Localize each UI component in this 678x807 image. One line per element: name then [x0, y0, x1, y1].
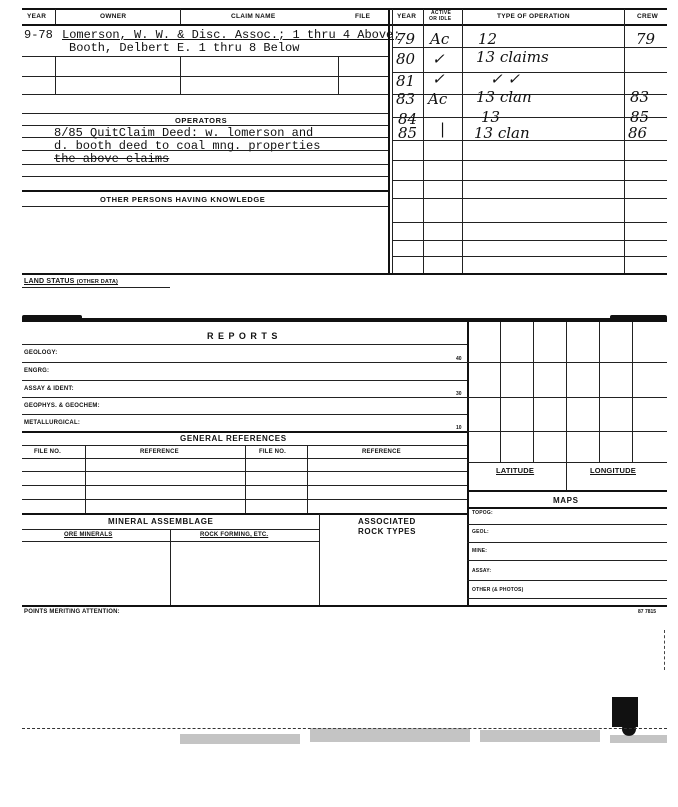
header-crew: CREW — [637, 13, 659, 20]
land-status-sub: (OTHER DATA) — [76, 279, 119, 285]
log-crew-1: 79 — [636, 30, 656, 48]
header-file: FILE — [355, 13, 371, 20]
owner-line-2: Booth, Delbert E. 1 thru 8 Below — [69, 41, 300, 55]
log-type-2: 13 claims — [476, 48, 549, 66]
map-mine: MINE: — [472, 548, 488, 554]
ref-col-reference-1: REFERENCE — [140, 449, 179, 455]
land-status-label — [24, 278, 118, 285]
header-claim-name: CLAIM NAME — [231, 13, 276, 20]
log-type-1: 12 — [478, 30, 498, 48]
header-type-of-operation: TYPE OF OPERATION — [497, 13, 570, 20]
other-persons-heading: OTHER PERSONS HAVING KNOWLEDGE — [100, 195, 266, 204]
map-assay: ASSAY: — [472, 568, 492, 574]
header-or-idle: OR IDLE — [429, 16, 452, 22]
map-geol: GEOL: — [472, 529, 489, 535]
general-references-heading: GENERAL REFERENCES — [180, 434, 287, 443]
log-crew-4: 83 — [630, 88, 650, 106]
land-status-text: LAND STATUS — [24, 278, 75, 285]
maps-heading: MAPS — [553, 496, 579, 505]
log-active-3: ✓ — [432, 70, 445, 88]
report-geology: GEOLOGY: — [24, 350, 58, 356]
log-year-1: 79 — [396, 30, 416, 48]
latitude-label: LATITUDE — [496, 466, 535, 475]
header-owner: OWNER — [100, 13, 127, 20]
log-active-4: Ac — [428, 90, 448, 108]
owner-year: 9-78 — [24, 28, 53, 42]
ref-col-file-no-2: FILE NO. — [259, 449, 286, 455]
header-active: ACTIVE — [431, 10, 452, 16]
log-year-3: 81 — [396, 72, 416, 90]
operators-heading: OPERATORS — [175, 116, 228, 125]
log-year-4: 83 — [396, 90, 416, 108]
report-assay-num: 30 — [456, 391, 462, 397]
log-year-6: 85 — [398, 124, 418, 142]
ref-col-reference-2: REFERENCE — [362, 449, 401, 455]
map-topog: TOPOG: — [472, 510, 493, 516]
log-year-5: 84 — [398, 110, 418, 128]
points-meriting-label: POINTS MERITING ATTENTION: — [24, 609, 120, 615]
operators-line-1: 8/85 QuitClaim Deed: w. lomerson and — [54, 126, 314, 140]
report-metallurgical: METALLURGICAL: — [24, 420, 81, 426]
report-metallurgical-num: 10 — [456, 425, 462, 431]
form-number: 87 7815 — [638, 609, 657, 615]
longitude-label: LONGITUDE — [590, 466, 636, 475]
header-year-2: YEAR — [397, 13, 417, 20]
log-year-2: 80 — [396, 50, 416, 68]
report-assay: ASSAY & IDENT: — [24, 386, 74, 392]
log-type-6: 13 clan — [474, 124, 530, 142]
header-year: YEAR — [27, 13, 47, 20]
reports-heading: R E P O R T S — [207, 331, 279, 341]
associated-label-1: ASSOCIATED — [358, 517, 416, 526]
operators-line-3: the above claims — [54, 152, 170, 166]
rock-forming-label: ROCK FORMING, ETC. — [200, 532, 269, 538]
report-geology-num: 40 — [456, 356, 462, 362]
log-active-6-mark: | — [440, 120, 446, 138]
log-crew-6: 86 — [628, 124, 648, 142]
mineral-assemblage-heading: MINERAL ASSEMBLAGE — [108, 517, 214, 526]
report-engrg: ENGRG: — [24, 368, 50, 374]
ref-col-file-no-1: FILE NO. — [34, 449, 61, 455]
owner-line-1: Lomerson, W. W. & Disc. Assoc.; 1 thru 4 Above; — [62, 28, 401, 42]
log-active-1: Ac — [430, 30, 450, 48]
log-type-5: 13 — [481, 108, 501, 126]
operators-line-2: d. booth deed to coal mng. properties — [54, 139, 321, 153]
log-type-4: 13 clan — [476, 88, 532, 106]
associated-label-2: ROCK TYPES — [358, 527, 417, 536]
log-crew-5: 85 — [630, 108, 650, 126]
map-other: OTHER (& PHOTOS) — [472, 587, 524, 593]
report-geophys: GEOPHYS. & GEOCHEM: — [24, 403, 100, 409]
log-active-2: ✓ — [432, 50, 445, 68]
ore-minerals-label: ORE MINERALS — [64, 532, 113, 538]
log-type-3: ✓ ✓ — [490, 70, 520, 88]
